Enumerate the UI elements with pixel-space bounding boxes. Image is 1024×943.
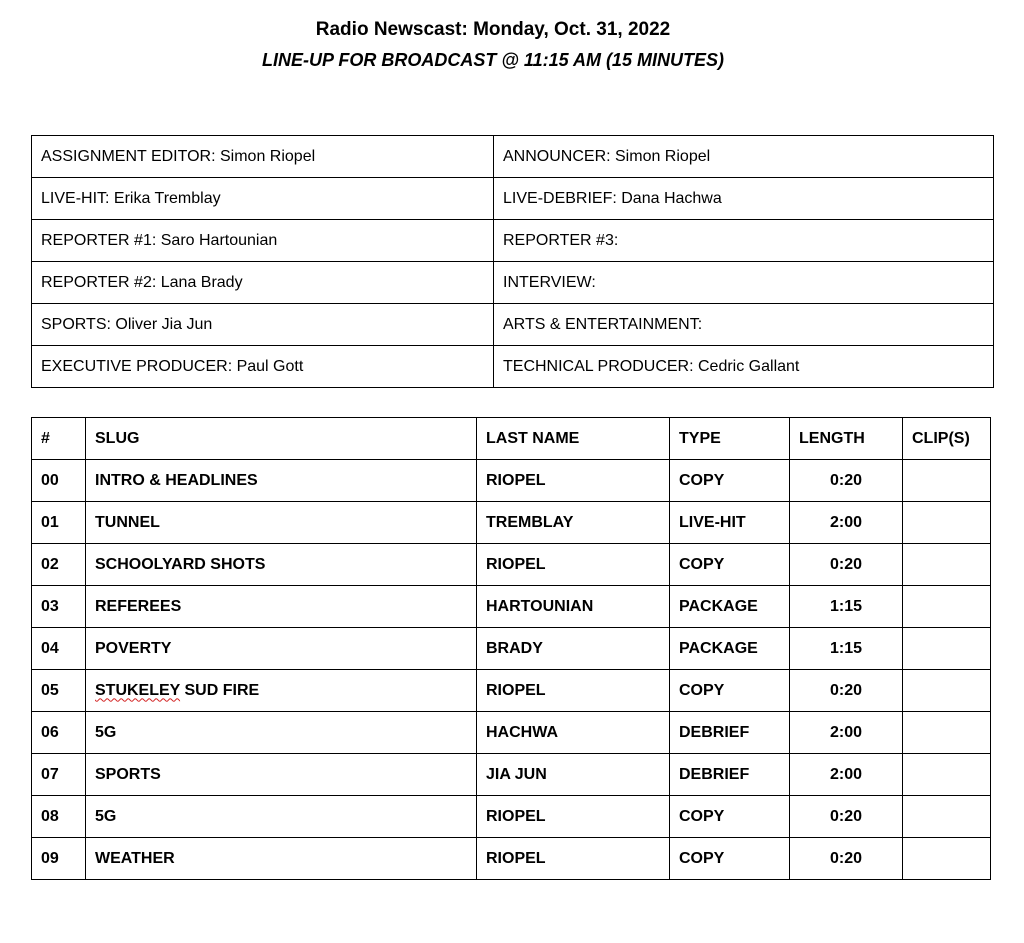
cell-length[interactable]: 0:20 [790,460,903,502]
cell-slug[interactable]: INTRO & HEADLINES [86,460,477,502]
cell-length[interactable]: 0:20 [790,670,903,712]
cell-last-name[interactable]: HARTOUNIAN [477,586,670,628]
cell-last-name[interactable]: RIOPEL [477,670,670,712]
cell-clips[interactable] [903,586,991,628]
staff-cell[interactable]: LIVE-DEBRIEF: Dana Hachwa [494,178,994,220]
cell-number[interactable]: 03 [32,586,86,628]
staff-cell[interactable]: TECHNICAL PRODUCER: Cedric Gallant [494,346,994,388]
cell-clips[interactable] [903,460,991,502]
cell-number[interactable]: 05 [32,670,86,712]
table-row [32,670,991,712]
cell-slug[interactable] [86,670,477,712]
cell-clips[interactable] [903,796,991,838]
staff-cell[interactable]: ARTS & ENTERTAINMENT: [494,304,994,346]
cell-type[interactable]: PACKAGE [670,586,790,628]
staff-row [32,262,994,304]
cell-number[interactable]: 08 [32,796,86,838]
table-row [32,460,991,502]
cell-type[interactable]: COPY [670,670,790,712]
cell-slug[interactable]: 5G [86,796,477,838]
table-row [32,628,991,670]
cell-type[interactable]: DEBRIEF [670,712,790,754]
cell-number[interactable]: 07 [32,754,86,796]
cell-length[interactable]: 1:15 [790,628,903,670]
cell-length[interactable]: 0:20 [790,796,903,838]
cell-last-name[interactable]: RIOPEL [477,838,670,880]
staff-cell[interactable]: ASSIGNMENT EDITOR: Simon Riopel [32,136,494,178]
staff-row [32,304,994,346]
cell-length[interactable]: 2:00 [790,502,903,544]
staff-row [32,178,994,220]
page-subtitle: LINE-UP FOR BROADCAST @ 11:15 AM (15 MINUTES) [262,50,724,70]
header-last-name: LAST NAME [477,418,670,460]
cell-type[interactable]: COPY [670,796,790,838]
cell-length[interactable]: 1:15 [790,586,903,628]
staff-cell[interactable]: EXECUTIVE PRODUCER: Paul Gott [32,346,494,388]
staff-cell[interactable]: REPORTER #2: Lana Brady [32,262,494,304]
cell-length[interactable]: 0:20 [790,544,903,586]
cell-type[interactable]: DEBRIEF [670,754,790,796]
cell-clips[interactable] [903,544,991,586]
staff-cell[interactable]: INTERVIEW: [494,262,994,304]
cell-slug[interactable]: POVERTY [86,628,477,670]
cell-slug[interactable]: SPORTS [86,754,477,796]
staff-cell[interactable]: SPORTS: Oliver Jia Jun [32,304,494,346]
cell-slug[interactable]: TUNNEL [86,502,477,544]
cell-number[interactable]: 01 [32,502,86,544]
cell-slug[interactable]: WEATHER [86,838,477,880]
cell-last-name[interactable]: TREMBLAY [477,502,670,544]
table-row [32,712,991,754]
cell-last-name[interactable]: RIOPEL [477,796,670,838]
table-row [32,586,991,628]
cell-clips[interactable] [903,712,991,754]
header-type: TYPE [670,418,790,460]
cell-type[interactable]: COPY [670,838,790,880]
cell-length[interactable]: 0:20 [790,838,903,880]
header-slug: SLUG [86,418,477,460]
cell-slug[interactable]: SCHOOLYARD SHOTS [86,544,477,586]
cell-type[interactable]: PACKAGE [670,628,790,670]
cell-slug[interactable]: REFEREES [86,586,477,628]
staff-row [32,346,994,388]
cell-last-name[interactable]: HACHWA [477,712,670,754]
table-row [32,838,991,880]
cell-number[interactable]: 04 [32,628,86,670]
spellcheck-flagged-word[interactable]: STUKELEY [95,681,181,699]
cell-clips[interactable] [903,838,991,880]
lineup-header-row [32,418,991,460]
cell-type[interactable]: COPY [670,544,790,586]
cell-slug[interactable]: 5G [86,712,477,754]
cell-clips[interactable] [903,754,991,796]
cell-last-name[interactable]: JIA JUN [477,754,670,796]
cell-clips[interactable] [903,670,991,712]
staff-row [32,220,994,262]
table-row [32,544,991,586]
lineup-table [31,417,991,880]
staff-cell[interactable]: LIVE-HIT: Erika Tremblay [32,178,494,220]
cell-clips[interactable] [903,628,991,670]
cell-number[interactable]: 09 [32,838,86,880]
cell-last-name[interactable]: BRADY [477,628,670,670]
staff-row [32,136,994,178]
page-title: Radio Newscast: Monday, Oct. 31, 2022 [315,19,671,40]
table-row [32,502,991,544]
cell-number[interactable]: 06 [32,712,86,754]
header-clips: CLIP(S) [903,418,991,460]
cell-last-name[interactable]: RIOPEL [477,460,670,502]
header-number: # [32,418,86,460]
cell-length[interactable]: 2:00 [790,754,903,796]
cell-type[interactable]: COPY [670,460,790,502]
cell-number[interactable]: 02 [32,544,86,586]
staff-cell[interactable]: REPORTER #1: Saro Hartounian [32,220,494,262]
cell-type[interactable]: LIVE-HIT [670,502,790,544]
staff-cell[interactable]: REPORTER #3: [494,220,994,262]
header-length: LENGTH [790,418,903,460]
staff-cell[interactable]: ANNOUNCER: Simon Riopel [494,136,994,178]
cell-number[interactable]: 00 [32,460,86,502]
table-row [32,754,991,796]
staff-table [31,135,994,388]
table-row [32,796,991,838]
cell-clips[interactable] [903,502,991,544]
cell-slug-rest: SUD FIRE [180,681,260,699]
cell-length[interactable]: 2:00 [790,712,903,754]
cell-last-name[interactable]: RIOPEL [477,544,670,586]
